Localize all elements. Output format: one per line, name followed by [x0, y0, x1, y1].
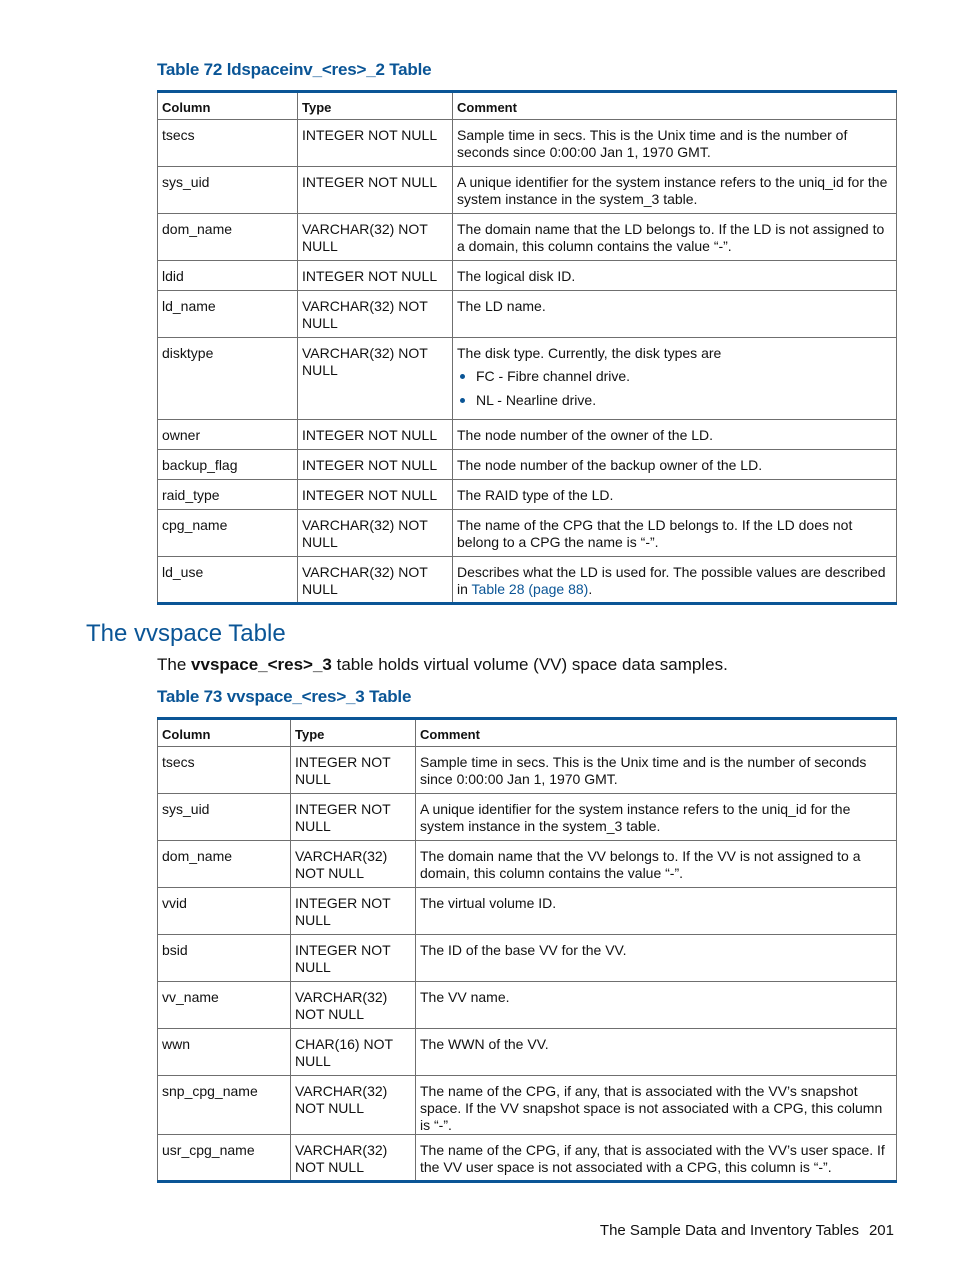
column-cell: tsecs	[158, 747, 291, 794]
comment-text-end: .	[588, 581, 593, 597]
table-row	[158, 510, 897, 557]
comment-cell: Sample time in secs. This is the Unix time and is the number of seconds since 0:00:00 Jan 1, 1970 GMT.	[453, 120, 897, 167]
table-row	[158, 747, 897, 794]
comment-cell	[453, 338, 897, 420]
table-row	[158, 450, 897, 480]
comment-cell: The virtual volume ID.	[416, 888, 897, 935]
bullet-icon	[460, 374, 465, 379]
comment-cell: The domain name that the LD belongs to. If the LD is not assigned to a domain, this column contains the value “-”.	[453, 214, 897, 261]
type-cell: VARCHAR(32) NOT NULL	[298, 510, 453, 557]
type-cell: INTEGER NOT NULL	[298, 480, 453, 510]
page-number: 201	[868, 1222, 894, 1239]
column-cell: tsecs	[158, 120, 298, 167]
list-item	[457, 392, 892, 409]
type-cell: INTEGER NOT NULL	[291, 794, 416, 841]
column-cell: disktype	[158, 338, 298, 420]
type-cell: VARCHAR(32) NOT NULL	[291, 1076, 416, 1135]
bullet-icon	[460, 398, 465, 403]
type-cell: INTEGER NOT NULL	[291, 747, 416, 794]
comment-cell: A unique identifier for the system instance refers to the uniq_id for the system instance in the system_3 table.	[453, 167, 897, 214]
table-row	[158, 167, 897, 214]
table-row	[158, 261, 897, 291]
table-72-caption: Table 72 ldspaceinv_<res>_2 Table	[157, 60, 432, 79]
comment-cell: The node number of the owner of the LD.	[453, 420, 897, 450]
column-cell: raid_type	[158, 480, 298, 510]
comment-cell: The logical disk ID.	[453, 261, 897, 291]
column-cell: wwn	[158, 1029, 291, 1076]
disktype-list	[457, 368, 892, 409]
table-73-caption: Table 73 vvspace_<res>_3 Table	[157, 687, 412, 706]
column-cell: usr_cpg_name	[158, 1135, 291, 1182]
column-cell: backup_flag	[158, 450, 298, 480]
column-cell: ld_use	[158, 557, 298, 604]
column-cell: vvid	[158, 888, 291, 935]
comment-cell: The name of the CPG that the LD belongs to. If the LD does not belong to a CPG the name is “-”.	[453, 510, 897, 557]
table-row	[158, 291, 897, 338]
type-cell: INTEGER NOT NULL	[298, 450, 453, 480]
type-cell: INTEGER NOT NULL	[298, 120, 453, 167]
column-cell: cpg_name	[158, 510, 298, 557]
table-row	[158, 214, 897, 261]
type-cell: CHAR(16) NOT NULL	[291, 1029, 416, 1076]
table-row	[158, 1076, 897, 1135]
type-cell: VARCHAR(32) NOT NULL	[298, 338, 453, 420]
comment-text: Describes what the LD is used for. The possible values are described in	[457, 564, 886, 597]
table-row	[158, 480, 897, 510]
table-row	[158, 1135, 897, 1182]
comment-cell: A unique identifier for the system instance refers to the uniq_id for the system instance in the system_3 table.	[416, 794, 897, 841]
table-header-row	[158, 719, 897, 747]
table-row	[158, 935, 897, 982]
column-cell: sys_uid	[158, 794, 291, 841]
comment-header: Comment	[416, 719, 897, 747]
comment-cell: The WWN of the VV.	[416, 1029, 897, 1076]
intro-table-name: vvspace_<res>_3	[191, 655, 332, 674]
table-row	[158, 794, 897, 841]
table-row	[158, 338, 897, 420]
table-row	[158, 120, 897, 167]
comment-cell: The name of the CPG, if any, that is associated with the VV’s user space. If the VV user space is not associated with a CPG, this column is “-”.	[416, 1135, 897, 1182]
footer-text: The Sample Data and Inventory Tables	[599, 1222, 859, 1239]
column-cell: ldid	[158, 261, 298, 291]
type-cell: INTEGER NOT NULL	[298, 261, 453, 291]
type-header: Type	[298, 92, 453, 120]
column-cell: ld_name	[158, 291, 298, 338]
list-item-text: NL - Nearline drive.	[476, 392, 597, 408]
column-cell: snp_cpg_name	[158, 1076, 291, 1135]
table-row	[158, 420, 897, 450]
column-header: Column	[158, 719, 291, 747]
section-title: The vvspace Table	[86, 620, 286, 647]
comment-cell: The ID of the base VV for the VV.	[416, 935, 897, 982]
column-cell: owner	[158, 420, 298, 450]
type-cell: VARCHAR(32) NOT NULL	[291, 982, 416, 1029]
comment-cell	[453, 557, 897, 604]
comment-cell: The VV name.	[416, 982, 897, 1029]
table-row	[158, 1029, 897, 1076]
comment-cell: The LD name.	[453, 291, 897, 338]
type-cell: VARCHAR(32) NOT NULL	[291, 841, 416, 888]
comment-cell: The name of the CPG, if any, that is associated with the VV’s snapshot space. If the VV snapshot space is not associated with a CPG, this column is “-”.	[416, 1076, 897, 1135]
table-header-row	[158, 92, 897, 120]
table-28-link[interactable]: Table 28 (page 88)	[471, 581, 589, 597]
table-row	[158, 888, 897, 935]
list-item	[457, 368, 892, 385]
column-cell: dom_name	[158, 841, 291, 888]
type-cell: INTEGER NOT NULL	[291, 888, 416, 935]
list-item-text: FC - Fibre channel drive.	[476, 368, 631, 384]
comment-cell: The node number of the backup owner of the LD.	[453, 450, 897, 480]
type-cell: VARCHAR(32) NOT NULL	[298, 291, 453, 338]
type-cell: VARCHAR(32) NOT NULL	[298, 557, 453, 604]
column-cell: dom_name	[158, 214, 298, 261]
page-footer	[600, 1222, 894, 1239]
column-cell: vv_name	[158, 982, 291, 1029]
column-cell: sys_uid	[158, 167, 298, 214]
table-row	[158, 841, 897, 888]
type-cell: INTEGER NOT NULL	[291, 935, 416, 982]
comment-cell: The domain name that the VV belongs to. If the VV is not assigned to a domain, this column contains the value “-”.	[416, 841, 897, 888]
table-73	[157, 717, 897, 1183]
type-cell: VARCHAR(32) NOT NULL	[298, 214, 453, 261]
type-cell: INTEGER NOT NULL	[298, 167, 453, 214]
column-cell: bsid	[158, 935, 291, 982]
type-cell: VARCHAR(32) NOT NULL	[291, 1135, 416, 1182]
intro-text-end: table holds virtual volume (VV) space data samples.	[331, 655, 728, 674]
section-intro	[157, 655, 728, 675]
intro-text: The	[157, 655, 192, 674]
column-header: Column	[158, 92, 298, 120]
comment-header: Comment	[453, 92, 897, 120]
table-row	[158, 557, 897, 604]
table-row	[158, 982, 897, 1029]
comment-cell: The RAID type of the LD.	[453, 480, 897, 510]
comment-cell: Sample time in secs. This is the Unix time and is the number of seconds since 0:00:00 Jan 1, 1970 GMT.	[416, 747, 897, 794]
type-header: Type	[291, 719, 416, 747]
table-72	[157, 90, 897, 605]
type-cell: INTEGER NOT NULL	[298, 420, 453, 450]
comment-text: The disk type. Currently, the disk types are	[457, 345, 722, 361]
